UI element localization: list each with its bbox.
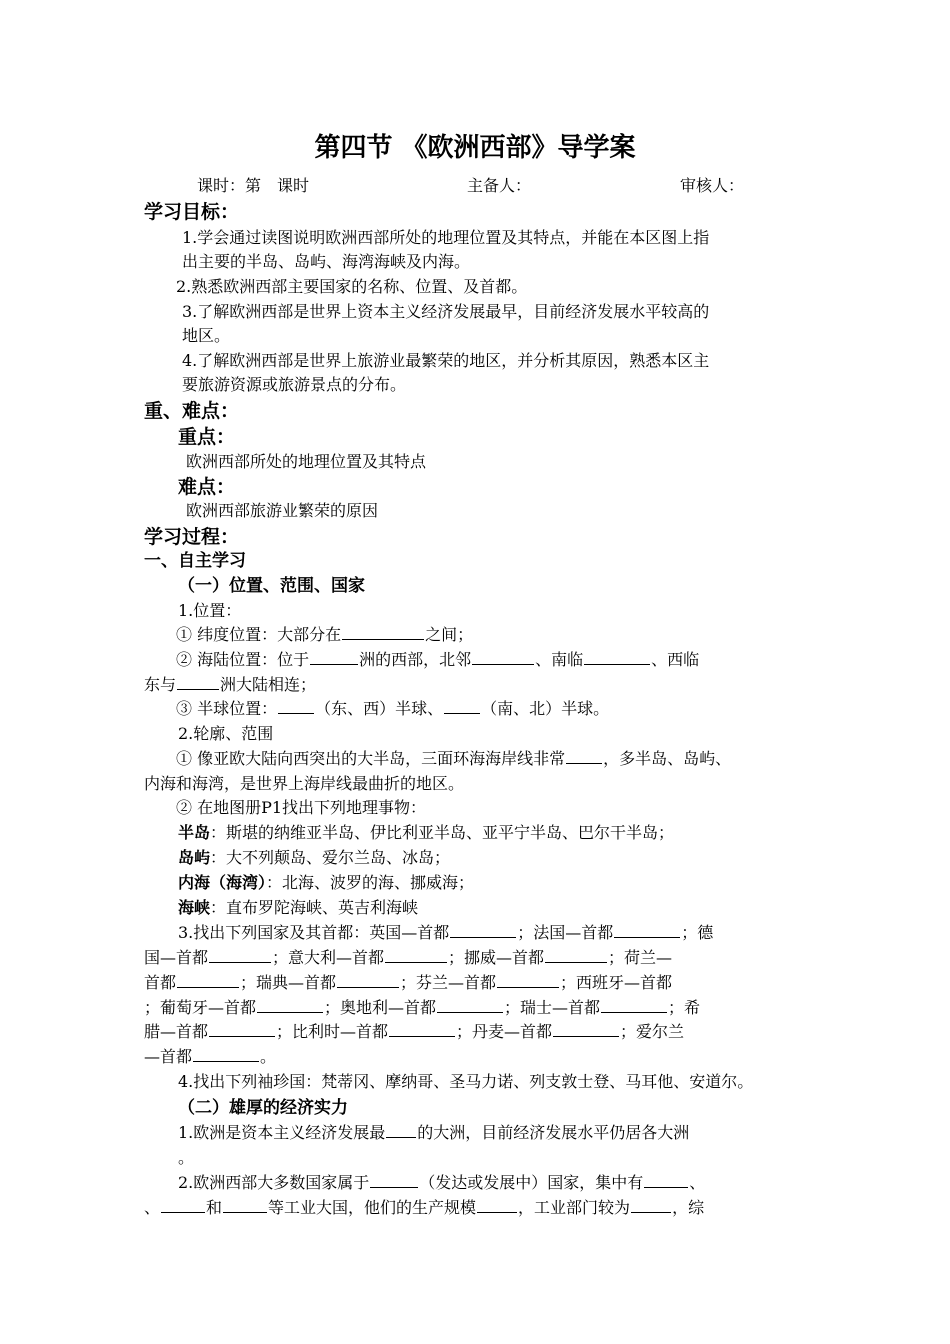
economy-text: ，综 — [672, 1198, 705, 1217]
objective-3-line-1: 3.了解欧洲西部是世界上资本主义经济发展最早，目前经济发展水平较高的 — [182, 302, 710, 321]
capitals-line-5 — [144, 1021, 684, 1043]
islands-label: 岛屿 — [178, 848, 211, 867]
economy-line-3 — [178, 1172, 705, 1194]
capitals-text: ；丹麦—首都 — [456, 1022, 553, 1041]
inland-seas-line — [178, 872, 474, 894]
outline-text-a: ① 像亚欧大陆向西突出的大半岛，三面环海海岸线非常 — [176, 749, 566, 768]
latitude-text-b: 之间； — [425, 625, 474, 644]
outline-text-b: ，多半岛、岛屿、 — [603, 749, 732, 768]
latitude-text-a: ① 纬度位置：大部分在 — [176, 625, 342, 644]
economy-line-2: 。 — [178, 1148, 195, 1167]
objective-1-line-1: 1.学会通过读图说明欧洲西部所处的地理位置及其特点，并能在本区图上指 — [182, 228, 710, 247]
sea-land-text-a: ② 海陆位置：位于 — [176, 650, 310, 669]
economy-line-4 — [144, 1197, 704, 1219]
peninsulas-text: ：斯堪的纳维亚半岛、伊比利亚半岛、亚平宁半岛、巴尔干半岛； — [210, 823, 675, 842]
economy-line-1 — [178, 1122, 689, 1144]
capitals-text: —首都 — [144, 1047, 193, 1066]
islands-line — [178, 847, 450, 869]
capitals-text: 3.找出下列国家及其首都：英国—首都 — [178, 923, 450, 942]
capitals-text: ；爱尔兰 — [620, 1022, 685, 1041]
capitals-text: ；意大利—首都 — [272, 948, 385, 967]
capitals-line-2 — [144, 947, 672, 969]
inland-seas-text: ：北海、波罗的海、挪威海； — [266, 873, 475, 892]
sea-land-text-b: 洲的西部，北邻 — [359, 650, 472, 669]
economy-text: 2.欧洲西部大多数国家属于 — [178, 1173, 370, 1192]
process-heading: 学习过程： — [144, 526, 240, 548]
country-blank[interactable] — [161, 1197, 205, 1213]
east-text-b: 洲大陆相连； — [220, 675, 317, 694]
east-west-blank[interactable] — [278, 698, 314, 714]
capitals-text: ；芬兰—首都 — [400, 973, 497, 992]
peninsulas-line — [178, 822, 674, 844]
capitals-text: 。 — [260, 1047, 277, 1066]
economy-text: 、 — [689, 1173, 706, 1192]
islands-text: ：大不列颠岛、爱尔兰岛、冰岛； — [210, 848, 451, 867]
peninsulas-label: 半岛 — [178, 823, 211, 842]
capital-blank[interactable] — [257, 997, 323, 1013]
north-south-blank[interactable] — [444, 698, 480, 714]
capitals-text: ；西班牙—首都 — [560, 973, 673, 992]
capitals-line-1 — [178, 922, 713, 944]
preparer-label: 主备人： — [467, 176, 532, 195]
key-point-label: 重点： — [178, 426, 236, 448]
capital-blank[interactable] — [385, 947, 447, 963]
latitude-line — [176, 624, 473, 646]
hemisphere-text-a: ③ 半球位置： — [176, 699, 278, 718]
capital-blank[interactable] — [177, 972, 239, 988]
capitals-text: 国—首都 — [144, 948, 209, 967]
straits-label: 海峡 — [178, 898, 211, 917]
hemisphere-line — [176, 698, 609, 720]
capital-blank[interactable] — [209, 947, 271, 963]
straits-text: ：直布罗陀海峡、英吉利海峡 — [210, 898, 419, 917]
capital-blank[interactable] — [209, 1021, 275, 1037]
south-blank[interactable] — [584, 649, 650, 665]
capital-blank[interactable] — [497, 972, 559, 988]
capitals-text: ；瑞士—首都 — [504, 998, 601, 1017]
atlas-instruction: ② 在地图册P1找出下列地理事物： — [176, 798, 427, 817]
capitals-text: 腊—首都 — [144, 1022, 209, 1041]
microstates-line: 4.找出下列袖珍国：梵蒂冈、摩纳哥、圣马力诺、列支敦士登、马耳他、安道尔。 — [178, 1072, 754, 1091]
sea-land-text-d: 、西临 — [651, 650, 700, 669]
outline-title: 2.轮廓、范围 — [178, 724, 274, 743]
capitals-line-4 — [144, 997, 700, 1019]
sectors-blank[interactable] — [631, 1197, 671, 1213]
page-title: 第四节 《欧洲西部》导学案 — [314, 133, 636, 163]
hemisphere-text-b: （东、西）半球、 — [315, 699, 444, 718]
difficult-point-label: 难点： — [178, 476, 236, 498]
reviewer-label: 审核人： — [680, 176, 745, 195]
capital-blank[interactable] — [601, 997, 667, 1013]
capitals-text: ；德 — [681, 923, 714, 942]
straits-line — [178, 897, 418, 919]
capital-blank[interactable] — [389, 1021, 455, 1037]
economy-text: 的大洲，目前经济发展水平仍居各大洲 — [417, 1123, 690, 1142]
sea-land-line — [176, 649, 699, 671]
self-study-heading: 一、自主学习 — [144, 551, 246, 571]
capitals-text: ；比利时—首都 — [276, 1022, 389, 1041]
capitals-text: ；希 — [668, 998, 701, 1017]
economy-text: 、 — [144, 1198, 161, 1217]
class-time-label: 课时：第 课时 — [197, 176, 310, 195]
scale-blank[interactable] — [477, 1197, 517, 1213]
capitals-text: ；葡萄牙—首都 — [144, 998, 257, 1017]
difficult-point-text: 欧洲西部旅游业繁荣的原因 — [186, 501, 379, 520]
objective-1-line-2: 出主要的半岛、岛屿、海湾海峡及内海。 — [182, 252, 471, 271]
country-blank[interactable] — [223, 1197, 267, 1213]
outline-line-2: 内海和海湾，是世界上海岸线最曲折的地区。 — [144, 774, 465, 793]
capitals-text: ；荷兰— — [608, 948, 673, 967]
hemisphere-text-c: （南、北）半球。 — [481, 699, 610, 718]
economy-text: 1.欧洲是资本主义经济发展最 — [178, 1123, 386, 1142]
economy-text: （发达或发展中）国家，集中有 — [419, 1173, 644, 1192]
continent-blank[interactable] — [310, 649, 358, 665]
capital-blank[interactable] — [614, 922, 680, 938]
section-1-heading: （一）位置、范围、国家 — [178, 576, 365, 596]
capitals-line-3 — [144, 972, 672, 994]
key-points-heading: 重、难点： — [144, 400, 240, 422]
capital-blank[interactable] — [337, 972, 399, 988]
economy-text: ，工业部门较为 — [518, 1198, 631, 1217]
east-continent-blank[interactable] — [177, 674, 219, 690]
capital-blank[interactable] — [450, 922, 516, 938]
country-blank[interactable] — [644, 1172, 688, 1188]
sea-land-text-c: 、南临 — [535, 650, 584, 669]
capital-blank[interactable] — [437, 997, 503, 1013]
objective-4-line-1: 4.了解欧洲西部是世界上旅游业最繁荣的地区，并分析其原因，熟悉本区主 — [182, 351, 710, 370]
capitals-line-6 — [144, 1046, 276, 1068]
coastline-blank[interactable] — [566, 748, 602, 764]
outline-line-1 — [176, 748, 731, 770]
objective-4-line-2: 要旅游资源或旅游景点的分布。 — [182, 375, 407, 394]
earliest-blank[interactable] — [386, 1122, 416, 1138]
east-text-a: 东与 — [144, 675, 177, 694]
capital-blank[interactable] — [553, 1021, 619, 1037]
east-line — [144, 674, 316, 696]
objective-2: 2.熟悉欧洲西部主要国家的名称、位置、及首都。 — [176, 277, 528, 296]
section-2-heading: （二）雄厚的经济实力 — [178, 1098, 348, 1118]
objective-3-line-2: 地区。 — [182, 326, 231, 345]
position-title: 1.位置： — [178, 601, 242, 620]
capitals-text: ；挪威—首都 — [448, 948, 545, 967]
capital-blank[interactable] — [545, 947, 607, 963]
capitals-text: 首都 — [144, 973, 177, 992]
objectives-heading: 学习目标： — [144, 201, 240, 223]
inland-seas-label: 内海（海湾） — [178, 873, 267, 892]
latitude-blank[interactable] — [342, 624, 424, 640]
key-point-text: 欧洲西部所处的地理位置及其特点 — [186, 452, 427, 471]
capitals-text: ；法国—首都 — [517, 923, 614, 942]
economy-text: 和 — [206, 1198, 223, 1217]
north-blank[interactable] — [472, 649, 534, 665]
capital-blank[interactable] — [193, 1046, 259, 1062]
developed-blank[interactable] — [370, 1172, 418, 1188]
capitals-text: ；瑞典—首都 — [240, 973, 337, 992]
economy-text: 等工业大国，他们的生产规模 — [268, 1198, 477, 1217]
capitals-text: ；奥地利—首都 — [324, 998, 437, 1017]
